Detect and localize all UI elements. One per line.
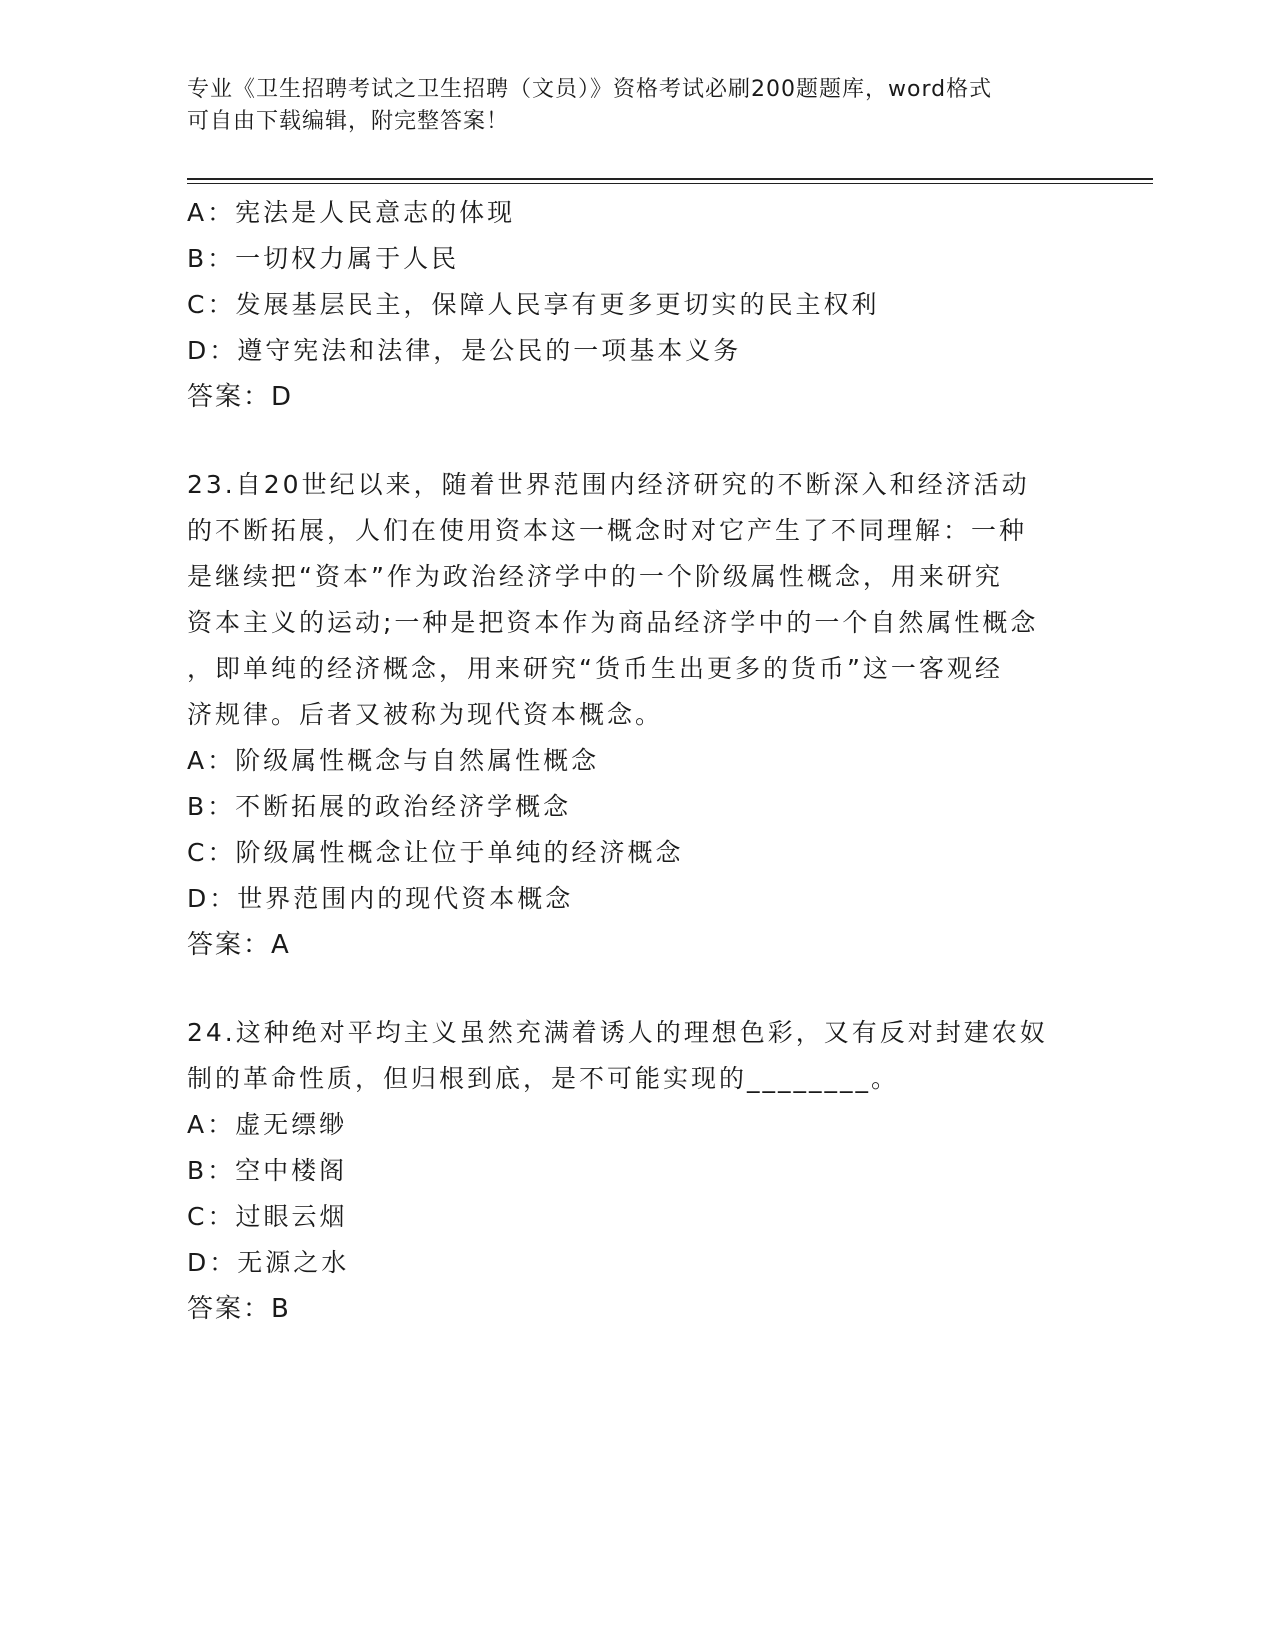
option-b: B：不断拓展的政治经济学概念 (187, 792, 572, 821)
question-stem (187, 462, 1087, 738)
answer-label: 答案： (187, 1294, 272, 1324)
option-b: B：一切权力属于人民 (187, 244, 460, 273)
stem-line: 资本主义的运动;一种是把资本作为商品经济学中的一个自然属性概念 (187, 608, 1039, 637)
header-title-line-2: 可自由下载编辑，附完整答案！ (187, 109, 510, 134)
option-a: A：阶级属性概念与自然属性概念 (187, 746, 600, 775)
header-divider-thin (187, 183, 1153, 184)
document-header (187, 74, 1087, 138)
question-spacer (187, 420, 1087, 462)
answer-line (187, 1286, 1087, 1332)
stem-line: ，即单纯的经济概念，用来研究“货币生出更多的货币”这一客观经 (187, 654, 1003, 683)
answer-value: A (271, 930, 289, 960)
answer-label: 答案： (187, 382, 272, 412)
stem-line: 济规律。后者又被称为现代资本概念。 (187, 700, 664, 729)
answer-label: 答案： (187, 930, 272, 960)
option-c: C：发展基层民主，保障人民享有更多更切实的民主权利 (187, 290, 880, 319)
question-24 (187, 1010, 1087, 1332)
option-c: C：过眼云烟 (187, 1202, 348, 1231)
header-title-line-1: 专业《卫生招聘考试之卫生招聘（文员）》资格考试必刷200题题库，word格式 (187, 77, 993, 102)
header-divider-thick (187, 178, 1153, 180)
question-23 (187, 462, 1087, 968)
question-stem (187, 1010, 1087, 1102)
option-a: A：宪法是人民意志的体现 (187, 198, 516, 227)
option-c: C：阶级属性概念让位于单纯的经济概念 (187, 838, 684, 867)
stem-line: 23.自20世纪以来，随着世界范围内经济研究的不断深入和经济活动 (187, 470, 1030, 499)
stem-line: 是继续把“资本”作为政治经济学中的一个阶级属性概念，用来研究 (187, 562, 1003, 591)
stem-line: 制的革命性质，但归根到底，是不可能实现的________。 (187, 1064, 900, 1093)
answer-value: D (271, 382, 292, 412)
stem-line: 的不断拓展，人们在使用资本这一概念时对它产生了不同理解：一种 (187, 516, 1028, 545)
answer-value: B (271, 1294, 289, 1324)
option-b: B：空中楼阁 (187, 1156, 348, 1185)
option-a: A：虚无缥缈 (187, 1110, 348, 1139)
question-spacer (187, 968, 1087, 1010)
option-d: D：遵守宪法和法律，是公民的一项基本义务 (187, 336, 742, 365)
document-body (187, 190, 1087, 1332)
answer-line (187, 374, 1087, 420)
stem-line: 24.这种绝对平均主义虽然充满着诱人的理想色彩，又有反对封建农奴 (187, 1018, 1048, 1047)
question-22 (187, 190, 1087, 420)
option-d: D：世界范围内的现代资本概念 (187, 884, 574, 913)
option-d: D：无源之水 (187, 1248, 350, 1277)
answer-line (187, 922, 1087, 968)
